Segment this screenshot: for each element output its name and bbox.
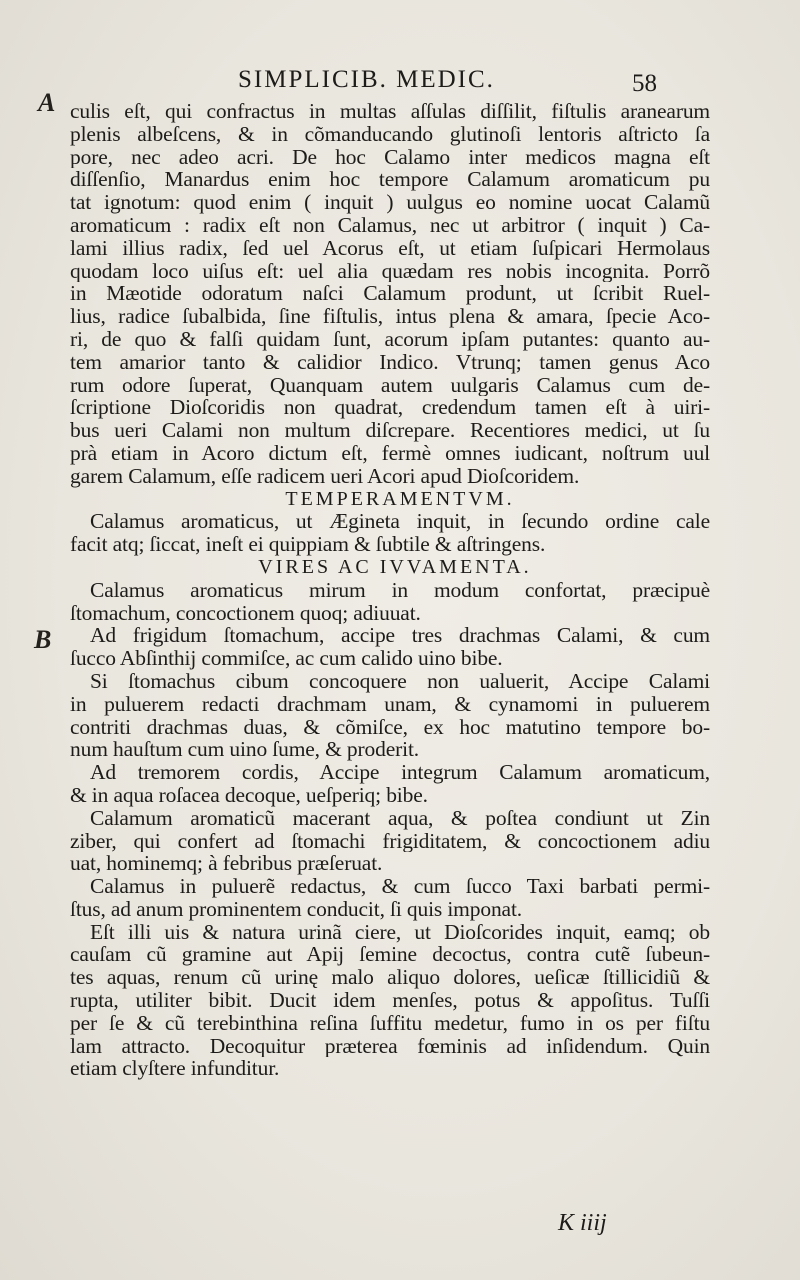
body-line: Calamum aromaticũ macerant aqua, & poſtea condiunt ut Zin — [90, 806, 710, 830]
margin-letter-a: A — [38, 88, 56, 117]
body-line: ri, de quo & falſi quidam ſunt, acorum ipſam putantes: quanto au- — [70, 327, 710, 351]
body-line: in Mæotide odoratum naſci Calamum produnt, ut ſcribit Ruel- — [70, 282, 710, 306]
section-heading-vires: VIRES AC IVVAMENTA. — [258, 555, 532, 578]
body-line: lius, radice ſubalbida, ſine fiſtulis, intus plena & amara, ſpecie Aco- — [70, 305, 710, 328]
margin-letter-b: B — [34, 625, 52, 654]
body-line: Calamus in puluerẽ redactus, & cum ſucco Taxi barbati permi- — [90, 875, 710, 898]
temperamentum-text — [70, 510, 710, 556]
body-line: uat, hominemq; à febribus præſeruat. — [70, 852, 383, 876]
body-line: ſucco Abſinthij commiſce, ac cum calido uino bibe. — [70, 647, 503, 670]
body-line: & in aqua roſacea decoque, ueſperiq; bibe. — [70, 783, 428, 807]
page-header — [0, 66, 800, 96]
body-line: Ad tremorem cordis, Accipe integrum Calamum aromaticum, — [90, 761, 710, 784]
section-heading-temperamentum: TEMPERAMENTVM. — [285, 487, 515, 510]
body-line: in puluerem redacti drachmam unam, & cynamomi in puluerem — [70, 692, 710, 716]
body-line: per ſe & cũ terebinthina reſina ſuffitu medetur, fumo in os per fiſtu — [70, 1011, 710, 1035]
body-line: diſſenſio, Manardus enim hoc tempore Calamum aromaticum pu — [70, 168, 710, 192]
body-line: tes aquas, renum cũ urinę malo aliquo dolores, ueſicæ ſtillicidiũ & — [70, 966, 710, 990]
body-line: Si ſtomachus cibum concoquere non ualuerit, Accipe Calami — [90, 669, 710, 693]
body-line: prà etiam in Acoro dictum eſt, fermè omnes iudicant, noſtrum uul — [70, 441, 710, 465]
body-line: ſtus, ad anum prominentem conducit, ſi quis imponat. — [70, 897, 522, 921]
body-line: Eſt illi uis & natura urinã ciere, ut Dioſcorides inquit, eamq; ob — [90, 920, 710, 944]
body-line: quodam loco uiſus eſt: uel alia quædam res nobis incognita. Porrõ — [70, 259, 710, 283]
body-line: bus ueri Calami non multum diſcrepare. Recentiores medici, ut ſu — [70, 419, 710, 442]
body-line: pore, nec adeo acri. De hoc Calamo inter medicos magna eſt — [70, 145, 710, 169]
body-line: tat ignotum: quod enim ( inquit ) uulgus eo nomine uocat Calamũ — [70, 191, 710, 214]
running-title: SIMPLICIB. MEDIC. — [238, 66, 495, 93]
text-block — [70, 100, 710, 1080]
body-line: facit atq; ſiccat, ineſt ei quippiam & ſubtile & aſtringens. — [70, 533, 546, 556]
body-line: garem Calamum, eſſe radicem ueri Acori apud Dioſcoridem. — [70, 464, 580, 488]
body-line: lam attracto. Decoquitur præterea fœminis ad inſidendum. Quin — [70, 1034, 710, 1058]
body-line: ſtomachum, concoctionem quoq; adiuuat. — [70, 601, 421, 625]
body-line: plenis albeſcens, & in cõmanducando glutinoſi lentoris aſtricto ſa — [70, 122, 710, 146]
calamus-description — [70, 100, 710, 488]
signature-mark: K iiij — [558, 1210, 607, 1236]
body-line: rum odore ſuperat, Quanquam autem uulgaris Calamus cum de- — [70, 373, 710, 397]
body-line: tem amarior tanto & calidior Indico. Vtrunq; tamen genus Aco — [70, 350, 710, 374]
body-line: Calamus aromaticus, ut Ægineta inquit, in ſecundo ordine cale — [90, 510, 710, 534]
body-line: num hauſtum cum uino ſume, & proderit. — [70, 738, 419, 762]
body-line: contriti drachmas duas, & cõmiſce, ex hoc matutino tempore bo- — [70, 715, 710, 739]
body-line: Ad frigidum ſtomachum, accipe tres drachmas Calami, & cum — [90, 624, 710, 648]
body-line: rupta, utiliter bibit. Ducit idem menſes, potus & appoſitus. Tuſſi — [70, 989, 710, 1012]
body-line: lami illius radix, ſed uel Acorus eſt, ut etiam ſuſpicari Hermolaus — [70, 236, 710, 260]
body-line: ſcriptione Dioſcoridis non quadrat, credendum tamen eſt à uiri- — [70, 396, 710, 420]
body-line: ziber, qui confert ad ſtomachi frigiditatem, & concoctionem adiu — [70, 829, 710, 853]
body-line: etiam clyſtere infunditur. — [70, 1057, 280, 1081]
page-number: 58 — [632, 70, 657, 97]
body-line: Calamus aromaticus mirum in modum confortat, præcipuè — [90, 578, 710, 602]
vires-text — [70, 579, 710, 1081]
body-line: culis eſt, qui confractus in multas aſſulas diſſilit, fiſtulis aranearum — [70, 100, 710, 123]
body-line: cauſam cũ gramine aut Apij ſemine decoctus, contra cutẽ ſubeun- — [70, 943, 710, 967]
body-line: aromaticum : radix eſt non Calamus, nec ut arbitror ( inquit ) Ca- — [70, 213, 710, 237]
